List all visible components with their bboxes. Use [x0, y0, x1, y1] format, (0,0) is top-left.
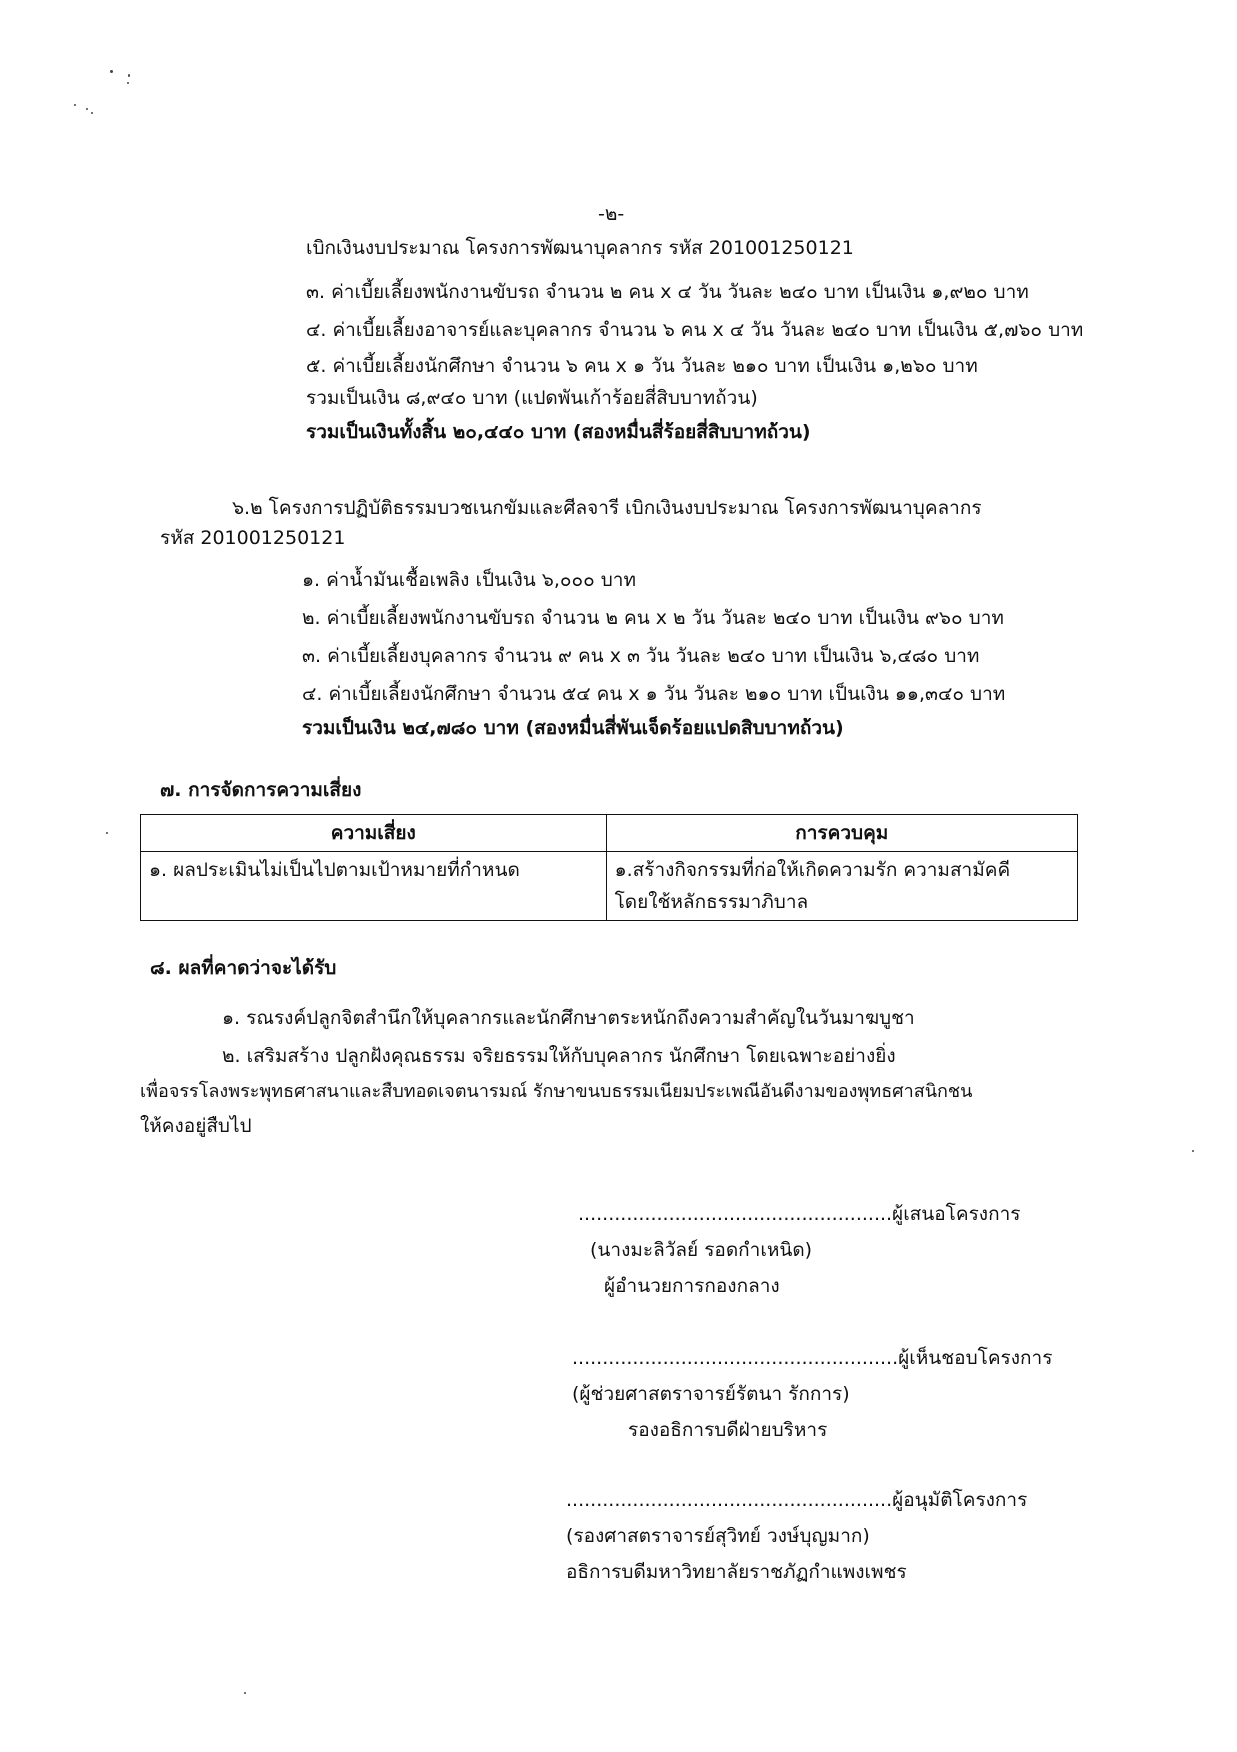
budget-item: ๔. ค่าเบี้ยเลี้ยงอาจารย์และบุคลากร จำนวน ๖ คน x ๔ วัน วันละ ๒๔๐ บาท เป็นเงิน ๕,๗๖๐ บาท [306, 319, 1084, 341]
section-6-2-heading: ๖.๒ โครงการปฏิบัติธรรมบวชเนกขัมและศีลจารี เบิกเงินงบประมาณ โครงการพัฒนาบุคลากร [232, 497, 982, 519]
budget-item: ๓. ค่าเบี้ยเลี้ยงพนักงานขับรถ จำนวน ๒ คน x ๔ วัน วันละ ๒๔๐ บาท เป็นเงิน ๑,๙๒๐ บาท [306, 281, 1029, 303]
signature-line-proposer: ....................................................ผู้เสนอโครงการ [578, 1203, 1021, 1225]
budget-item: ๔. ค่าเบี้ยเลี้ยงนักศึกษา จำนวน ๕๔ คน x ๑ วัน วันละ ๒๑๐ บาท เป็นเงิน ๑๑,๓๔๐ บาท [302, 683, 1006, 705]
scan-speck [110, 70, 113, 73]
table-header-risk: ความเสี่ยง [141, 815, 607, 852]
signature-line-endorser: ......................................................ผู้เห็นชอบโครงการ [572, 1347, 1053, 1369]
table-row [141, 852, 1078, 921]
control-text-line: โดยใช้หลักธรรมาภิบาล [614, 891, 809, 913]
section-6-2-code: รหัส 201001250121 [160, 527, 346, 549]
signature-title-approver: อธิการบดีมหาวิทยาลัยราชภัฏกำแพงเพชร [566, 1561, 907, 1583]
scan-speck [128, 74, 130, 77]
section-6-2-total: รวมเป็นเงิน ๒๔,๗๘๐ บาท (สองหมื่นสี่พันเจ็ดร้อยแปดสิบบาทถ้วน) [302, 717, 844, 739]
section-8-line: ๒. เสริมสร้าง ปลูกฝังคุณธรรม จริยธรรมให้กับบุคลากร นักศึกษา โดยเฉพาะอย่างยิ่ง [222, 1045, 896, 1067]
scan-speck [91, 112, 93, 114]
budget-item: ๓. ค่าเบี้ยเลี้ยงบุคลากร จำนวน ๙ คน x ๓ วัน วันละ ๒๔๐ บาท เป็นเงิน ๖,๔๘๐ บาท [302, 645, 980, 667]
budget-line: เบิกเงินงบประมาณ โครงการพัฒนาบุคลากร รหัส 201001250121 [306, 237, 854, 259]
budget-item: ๑. ค่าน้ำมันเชื้อเพลิง เป็นเงิน ๖,๐๐๐ บาท [302, 569, 636, 591]
scan-speck [244, 1692, 246, 1694]
signature-title-endorser: รองอธิการบดีฝ่ายบริหาร [628, 1419, 828, 1441]
table-header-row [141, 815, 1078, 852]
table-cell-control [606, 852, 1077, 921]
signature-name-endorser: (ผู้ช่วยศาสตราจารย์รัตนา รักการ) [572, 1383, 850, 1405]
section-8-heading: ๘. ผลที่คาดว่าจะได้รับ [150, 957, 337, 979]
risk-table [140, 814, 1078, 921]
subtotal-a: รวมเป็นเงิน ๘,๙๔๐ บาท (แปดพันเก้าร้อยสี่สิบบาทถ้วน) [306, 387, 758, 409]
section-8-line: ให้คงอยู่สืบไป [140, 1115, 252, 1137]
budget-item: ๕. ค่าเบี้ยเลี้ยงนักศึกษา จำนวน ๖ คน x ๑ วัน วันละ ๒๑๐ บาท เป็นเงิน ๑,๒๖๐ บาท [306, 355, 978, 377]
signature-title-proposer: ผู้อำนวยการกองกลาง [604, 1275, 780, 1297]
table-header-control: การควบคุม [606, 815, 1077, 852]
budget-item: ๒. ค่าเบี้ยเลี้ยงพนักงานขับรถ จำนวน ๒ คน x ๒ วัน วันละ ๒๔๐ บาท เป็นเงิน ๙๖๐ บาท [302, 607, 1004, 629]
scan-speck [1192, 1150, 1194, 1152]
page-number: -๒- [598, 203, 625, 225]
signature-name-approver: (รองศาสตราจารย์สุวิทย์ วงษ์บุญมาก) [566, 1525, 870, 1547]
section-8-line: ๑. รณรงค์ปลูกจิตสำนึกให้บุคลากรและนักศึกษาตระหนักถึงความสำคัญในวันมาฆบูชา [222, 1007, 915, 1029]
signature-name-proposer: (นางมะลิวัลย์ รอดกำเหนิด) [590, 1239, 813, 1261]
scan-speck [106, 832, 108, 834]
scan-speck [74, 104, 76, 106]
table-cell-risk [141, 852, 607, 921]
scan-speck [86, 108, 88, 110]
section-7-heading: ๗. การจัดการความเสี่ยง [160, 779, 362, 801]
grand-total: รวมเป็นเงินทั้งสิ้น ๒๐,๔๔๐ บาท (สองหมื่นสี่ร้อยสี่สิบบาทถ้วน) [306, 421, 811, 443]
signature-line-approver: ......................................................ผู้อนุมัติโครงการ [566, 1489, 1028, 1511]
control-text-line: ๑.สร้างกิจกรรมที่ก่อให้เกิดความรัก ความสามัคคี [614, 859, 1011, 881]
scan-speck [127, 82, 129, 84]
risk-text: ๑. ผลประเมินไม่เป็นไปตามเป้าหมายที่กำหนด [149, 859, 520, 881]
section-8-line: เพื่อจรรโลงพระพุทธศาสนาและสืบทอดเจตนารมณ์ รักษาขนบธรรมเนียมประเพณีอันดีงามของพุทธศาสนิกชน [140, 1081, 973, 1102]
